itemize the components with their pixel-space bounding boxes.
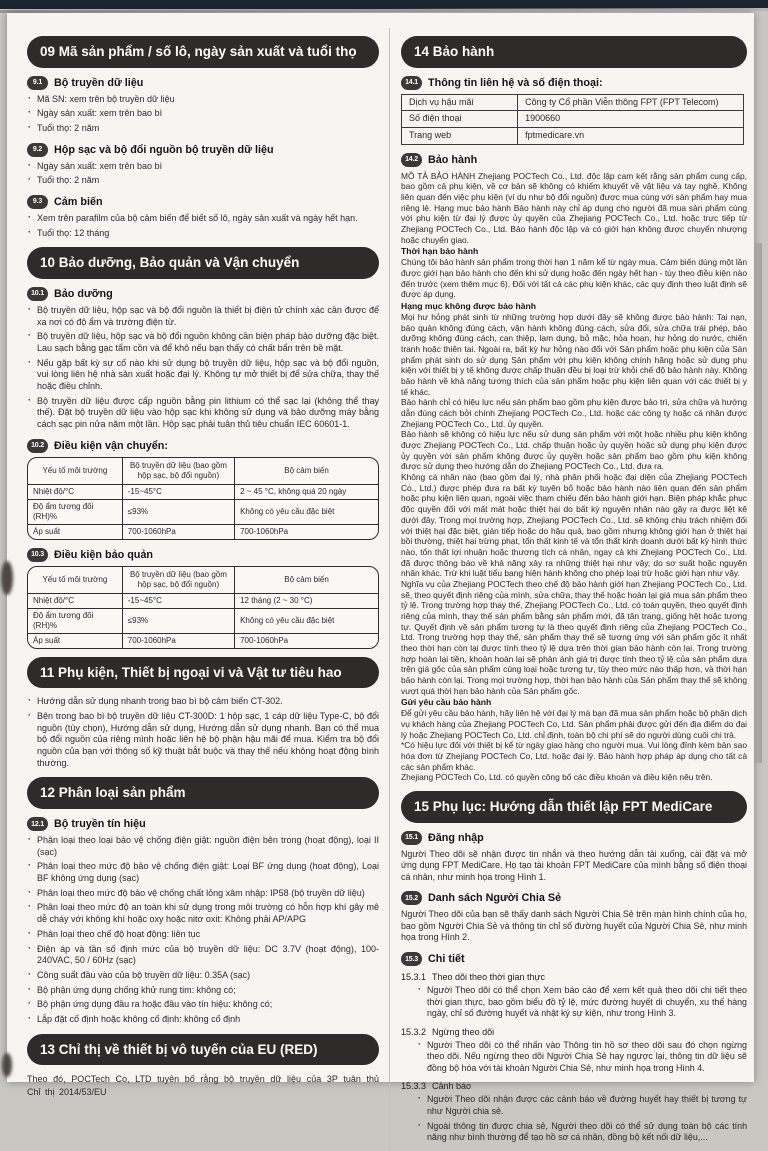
scan-fold-shadow <box>753 243 762 763</box>
table-cell-value: 1900660 <box>518 111 743 128</box>
subsection-10-1-header <box>27 287 379 301</box>
bullet-item: · Bên trong bao bì bộ truyền dữ liệu CT-300D: 1 hộp sạc, 1 cáp dữ liệu Type-C, bộ đổi nguồn (tùy chọn), Hướng dẫn sử dụng, Hướng dẫn sử dụng nhanh. Bạn có thể mua bộ đổi nguồn của riêng mình hoặc liên hệ bộ phận hậu mãi để mua. Kiểm tra bộ đổi nguồn của bạn với thông số kỹ thuật bắt buộc và thay thế nếu không hoạt động bình thường. <box>27 711 379 769</box>
subsection-10-2-header <box>27 439 379 453</box>
table-cell: Áp suất <box>28 524 123 539</box>
section-10-header <box>27 247 379 279</box>
bullet-list <box>27 835 379 1026</box>
table-cell: -15~45°C <box>122 593 234 608</box>
warranty-claim-paragraph: Để gửi yêu cầu bảo hành, hãy liên hệ với đại lý mà bạn đã mua sản phẩm hoặc bộ phận dịch vụ khách hàng của Zhejiang POCTech Co, Ltd. Sản phẩm phải được gửi đến địa điểm do đại lý hoặc Zhejiang POCTech Co, Ltd. chỉ định, toàn bộ chi phí sẽ do người dùng cuối chi trả. <box>401 708 747 740</box>
subsection-15-2-badge-icon: 15.2 <box>401 891 422 905</box>
table-cell: 12 tháng (2 ~ 30 °C) <box>235 593 379 608</box>
subsection-14-2-title: Bảo hành <box>428 154 477 166</box>
subsection-9-1-title: Bộ truyền dữ liệu <box>54 77 143 89</box>
bullet-item: · Nếu gặp bất kỳ sự cố nào khi sử dụng bộ truyền dữ liệu, hộp sạc và bộ đổi nguồn, vui lòng liên hệ nhà sản xuất hoặc đại lý. Không tự mở thiết bị để sửa chữa, thay thế hoặc điều chỉnh. <box>27 358 379 393</box>
bullet-item: · Tuổi thọ: 2 năm <box>27 175 379 187</box>
table-header-row <box>28 566 379 593</box>
subsection-12-1-header <box>27 817 379 831</box>
warranty-period-paragraph: Chúng tôi bảo hành sản phẩm trong thời hạn 1 năm kể từ ngày mua. Cảm biến dùng một lần được giới hạn bảo hành cho đến khi sử dụng hoặc đến ngày hết hạn - tùy theo điều kiện nào đến trước (xem thêm mục 6). Đối với tất cả các phụ kiện khác, các quy định theo luật định sẽ được áp dụng. <box>401 257 747 300</box>
subsection-15-1-title: Đăng nhập <box>428 832 484 844</box>
bullet-item: · Công suất đầu vào của bộ truyền dữ liệu: 0.35A (sạc) <box>27 970 379 982</box>
bullet-item: · Bộ phận ứng dụng chống khử rung tim: không có; <box>27 985 379 997</box>
storage-conditions-table <box>27 566 379 649</box>
bullet-list <box>27 161 379 187</box>
table-header-cell: Bộ truyền dữ liệu (bao gồm hộp sạc, bộ đổi nguồn) <box>122 457 234 484</box>
subsection-9-2-title: Hộp sạc và bộ đổi nguồn bộ truyền dữ liệu <box>54 144 274 156</box>
left-column <box>27 28 379 1151</box>
bullet-item: · Bộ phận ứng dụng đầu ra hoặc đầu vào tín hiệu: không có; <box>27 999 379 1011</box>
table-cell-value: Công ty Cổ phần Viễn thông FPT (FPT Telecom) <box>518 94 743 111</box>
transport-conditions-table <box>27 457 379 540</box>
subsection-15-1-badge-icon: 15.1 <box>401 831 422 845</box>
bullet-item: · Ngày sản xuất: xem trên bao bì <box>27 161 379 173</box>
table-row <box>28 499 379 524</box>
subsection-15-3-3-header <box>401 1081 747 1091</box>
subsection-10-2-title: Điều kiện vận chuyển: <box>54 440 168 452</box>
section-10-title: 10 Bảo dưỡng, Bảo quản và Vận chuyển <box>40 254 299 272</box>
table-header-row <box>28 457 379 484</box>
right-column <box>389 28 747 1151</box>
warranty-individual-paragraph: Không cá nhân nào (bao gồm đại lý, nhà phân phối hoặc đại diện của Zhejiang POCTech Co., Ltd.) được phép đưa ra bất kỳ tuyên bố hoặc bảo hành nào liên quan đến sản phẩm hoặc phụ kiện liên quan, ngoài việc tham chiếu đến bảo hành giới hạn. Biện pháp khắc phục độc quyền đối với mất mát hoặc thiệt hại do bất kỳ nguyên nhân nào gây ra được liệt kê dưới đây. Trong mọi trường hợp, Zhejiang POCTech Co., Ltd. sẽ không chịu trách nhiệm đối với thiệt hại đặc biệt, gián tiếp hoặc do hậu quả, bao gồm nhưng không giới hạn ở thiệt hại bồi thường, thiệt hại trừng phạt, tổn thất kinh tế và tổn thất kinh doanh dưới bất kỳ hình thức nào, tổn thất lợi nhuận hoặc thương tích cá nhân, ngay cả khi Zhejiang POCTech Co., Ltd. đã được thông báo về khả năng xảy ra những thiệt hại như vậy, do sơ suất hoặc nguyên nhân khác. Trừ khi luật tiểu bang hiện hành không cho phép loại trừ hoặc giới hạn như vậy. <box>401 472 747 579</box>
bullet-item: · Người Theo dõi có thể nhấn vào Thông tin hồ sơ theo dõi sau đó chọn ngừng theo dõi. Nếu ngừng theo dõi Người Chia Sẻ hay ngược lại, thông tin dữ liệu sẽ đồng bộ hóa với tài khoản Người Chia Sẻ, như minh họa trong Hình 4. <box>417 1040 747 1075</box>
subsection-14-2-badge-icon: 14.2 <box>401 153 422 167</box>
table-cell-label: Số điện thoại <box>402 111 518 128</box>
bullet-item: · Tuổi thọ: 2 năm <box>27 123 379 135</box>
table-cell-value: fptmedicare.vn <box>518 127 743 144</box>
subsection-number: 15.3.3 <box>401 1081 426 1091</box>
table-header-cell: Bộ cảm biến <box>235 457 379 484</box>
subsection-14-2-header <box>401 153 747 167</box>
subsection-number: 15.3.2 <box>401 1027 426 1037</box>
table-cell: Độ ẩm tương đối (RH)% <box>28 499 123 524</box>
bullet-item: · Bộ truyền dữ liệu được cấp nguồn bằng pin lithium có thể sạc lại (không thể thay thế). Đặt bộ truyền dữ liệu vào hộp sạc khi không sử dụng và bảo dưỡng máy bằng cách sạc pin nửa năm một lần. Hộp sạc phải tuân thủ tiêu chuẩn IEC 60601-1. <box>27 396 379 431</box>
table-cell-label: Trang web <box>402 127 518 144</box>
scan-artifact <box>2 1053 12 1077</box>
section-11-header <box>27 657 379 689</box>
table-row <box>28 484 379 499</box>
subsection-10-1-title: Bảo dưỡng <box>54 288 113 300</box>
subsection-10-3-title: Điều kiện bảo quản <box>54 549 153 561</box>
subsection-12-1-badge-icon: 12.1 <box>27 817 48 831</box>
subsection-15-1-header <box>401 831 747 845</box>
section-14-title: 14 Bảo hành <box>414 43 494 61</box>
subsection-9-3-title: Cảm biến <box>54 196 103 208</box>
warranty-excluded-heading: Hạng mục không được bảo hành <box>401 300 747 312</box>
warranty-valid-paragraph: Bảo hành chỉ có hiệu lực nếu sản phẩm bao gồm phụ kiện được bảo trì, sửa chữa và hướng dẫn đúng cách bởi chính Zhejiang POCTech Co., Ltd. hoặc các công ty hoặc cá nhân được Zhejiang POCTech Co., Ltd. ủy quyền. <box>401 397 747 429</box>
section-13-header <box>27 1034 379 1066</box>
table-cell: 700-1060hPa <box>235 524 379 539</box>
subsection-10-3-badge-icon: 10.3 <box>27 548 48 562</box>
bullet-item: · Phân loại theo chế độ hoạt động: liên tục <box>27 929 379 941</box>
section-12-header <box>27 777 379 809</box>
bullet-item: · Phân loại theo loại bảo vệ chống điện giật: nguồn điện bên trong (hoạt động), loại II (sạc) <box>27 835 379 858</box>
bullet-item: · Ngày sản xuất: xem trên bao bì <box>27 108 379 120</box>
subsection-9-2-header <box>27 143 379 157</box>
table-cell: ≤93% <box>122 608 234 633</box>
table-row <box>402 111 744 128</box>
table-header-cell: Yếu tố môi trường <box>28 457 123 484</box>
bullet-list <box>27 94 379 135</box>
bullet-item: · Phân loại theo mức độ an toàn khi sử dụng trong môi trường có hỗn hợp khí gây mê dễ cháy với không khí hoặc oxy hoặc nitơ oxit: Không phải AP/APG <box>27 902 379 925</box>
bullet-list <box>401 985 747 1020</box>
subsection-title: Ngừng theo dõi <box>432 1027 494 1037</box>
table-cell: 700-1060hPa <box>235 633 379 648</box>
subsection-14-1-header <box>401 76 747 90</box>
red-directive-paragraph: Theo đó, POCTech Co, LTD tuyên bố rằng bộ truyền dữ liệu của 3P tuân thủ Chỉ thị 2014/53/EU <box>27 1073 379 1099</box>
bullet-list <box>401 1040 747 1075</box>
bullet-item: · Phân loại theo mức độ bảo vệ chống điện giật: Loại BF ứng dụng (hoạt động), Loại BF không ứng dụng (sạc) <box>27 861 379 884</box>
table-cell-label: Dịch vụ hậu mãi <box>402 94 518 111</box>
bullet-item: · Tuổi thọ: 12 tháng <box>27 228 379 240</box>
bullet-list <box>27 696 379 769</box>
sharer-list-paragraph: Người Theo dõi của bạn sẽ thấy danh sách Người Chia Sẻ trên màn hình chính của họ, bao gồm Người Chia Sẻ và thông tin chỉ số đường huyết của Người Chia Sẻ, như minh họa trong Hình 2. <box>401 909 747 944</box>
table-cell: Không có yêu cầu đặc biệt <box>235 499 379 524</box>
subsection-15-3-2-header <box>401 1027 747 1037</box>
bullet-item: · Điện áp và tần số định mức của bộ truyền dữ liệu: DC 3.7V (hoạt động), 100-240VAC, 50 / 60Hz (sạc) <box>27 944 379 967</box>
section-11-title: 11 Phụ kiện, Thiết bị ngoại vi và Vật tư tiêu hao <box>40 664 342 682</box>
table-row <box>28 593 379 608</box>
warranty-invalid-paragraph: Bảo hành sẽ không có hiệu lực nếu sử dụng sản phẩm với một hoặc nhiều phụ kiện không được Zhejiang POCTech Co., Ltd. chấp thuận hoặc ủy quyền hoặc sử dụng phụ kiện được ủy quyền với sản phẩm không được ủy quyền hoặc sản phẩm bao gồm phụ kiện không được sử dụng theo hướng dẫn do Zhejiang POCTech Co., Ltd. đưa ra. <box>401 429 747 472</box>
table-row <box>28 633 379 648</box>
table-header-cell: Bộ cảm biến <box>235 566 379 593</box>
manual-page <box>7 13 754 1082</box>
warranty-rights-paragraph: Zhejiang POCTech Co, Ltd. có quyền công bố các điều khoản và điều kiện nêu trên. <box>401 772 747 783</box>
bullet-item: · Người Theo dõi nhận được các cảnh báo về đường huyết hay thiết bị tương tự như Người chia sẻ. <box>417 1094 747 1117</box>
subsection-10-1-badge-icon: 10.1 <box>27 287 48 301</box>
bullet-item: · Lắp đặt cố định hoặc không cố định: không cố định <box>27 1014 379 1026</box>
section-14-header <box>401 36 747 68</box>
bullet-item: · Người Theo dõi có thể chọn Xem báo cáo để xem kết quả theo dõi chi tiết theo thời gian thực, bao gồm biểu đồ tỷ lệ, mức đường huyết di chuyển, xu thế hàng ngày, chỉ số đường huyết và nhật ký sự kiện, như trong Hình 3. <box>417 985 747 1020</box>
bullet-item: · Xem trên parafilm của bộ cảm biến để biết số lô, ngày sản xuất và ngày hết hạn. <box>27 213 379 225</box>
login-paragraph: Người Theo dõi sẽ nhận được tin nhắn và theo hướng dẫn tải xuống, cài đặt và mở ứng dụng FPT MediCare. Họ tạo tài khoản FPT MediCare của mình bằng số điện thoại cá nhân, như minh họa trong Hình 1. <box>401 849 747 884</box>
section-09-title: 09 Mã sản phẩm / số lô, ngày sản xuất và tuổi thọ <box>40 44 357 59</box>
warranty-claim-heading: Gửi yêu cầu bảo hành <box>401 696 747 708</box>
subsection-15-3-badge-icon: 15.3 <box>401 952 422 966</box>
table-header-cell: Yếu tố môi trường <box>28 566 123 593</box>
subsection-9-1-header <box>27 76 379 90</box>
bullet-list <box>27 213 379 239</box>
subsection-12-1-title: Bộ truyền tín hiệu <box>54 818 146 830</box>
warranty-effective-paragraph: *Có hiệu lực đối với thiết bị kể từ ngày giao hàng cho người mua. Vui lòng đính kèm bản sao hóa đơn từ Zhejiang POCTech Co, Ltd. hoặc đại lý. Bảo hành hợp pháp áp dụng cho tất cả các sản phẩm khác. <box>401 740 747 772</box>
subsection-9-1-badge-icon: 9.1 <box>27 76 48 90</box>
subsection-9-2-badge-icon: 9.2 <box>27 143 48 157</box>
subsection-15-3-1-header <box>401 972 747 982</box>
warranty-period-heading: Thời hạn bảo hành <box>401 245 747 257</box>
table-cell: 2 ~ 45 °C, không quá 20 ngày <box>235 484 379 499</box>
subsection-title: Cảnh báo <box>432 1081 471 1091</box>
table-cell: -15~45°C <box>122 484 234 499</box>
subsection-15-3-header <box>401 952 747 966</box>
table-cell: 700-1060hPa <box>122 524 234 539</box>
table-cell: Nhiệt độ/°C <box>28 593 123 608</box>
table-cell: Nhiệt độ/°C <box>28 484 123 499</box>
table-cell: Áp suất <box>28 633 123 648</box>
bullet-item: · Mã SN: xem trên bộ truyền dữ liệu <box>27 94 379 106</box>
section-13-title: 13 Chỉ thị về thiết bị vô tuyến của EU (RED) <box>40 1041 318 1059</box>
subsection-10-2-badge-icon: 10.2 <box>27 439 48 453</box>
subsection-9-3-header <box>27 195 379 209</box>
subsection-9-3-badge-icon: 9.3 <box>27 195 48 209</box>
subsection-10-3-header <box>27 548 379 562</box>
section-15-header <box>401 791 747 823</box>
warranty-description: MÔ TẢ BẢO HÀNH Zhejiang POCTech Co., Ltd. độc lập cam kết rằng sản phẩm cung cấp, bao gồm cả phụ kiện, về cơ bản sẽ không có khiếm khuyết về vật liệu và tay nghề. Không liên quan đến việc phụ kiện (ví dụ như bộ đổi nguồn) được mua cùng với sản phẩm hay mua riêng lẻ. Hạng mục bảo hành Bảo hành này chỉ áp dụng cho người đã mua sản phẩm cùng với phụ kiện từ đại lý được ủy quyền của Zhejiang POCTech Co., Ltd. hoặc trực tiếp từ Zhejiang POCTech Co., Ltd. Bảo hành độc lập và có giới hạn không được chuyển nhượng hoặc chuyển giao. <box>401 171 747 246</box>
table-row <box>28 608 379 633</box>
subsection-15-3-title: Chi tiết <box>428 953 465 965</box>
subsection-15-2-header <box>401 891 747 905</box>
warranty-contact-table <box>401 94 744 145</box>
section-09-header <box>27 36 379 68</box>
bullet-item: · Phân loại theo mức độ bảo vệ chống chất lỏng xâm nhập: IP58 (bộ truyền dữ liệu) <box>27 888 379 900</box>
bullet-item: · Bộ truyền dữ liệu, hộp sạc và bộ đổi nguồn là thiết bị điện tử chính xác cần được để xa nơi có độ ẩm và trường điện từ. <box>27 305 379 328</box>
table-header-cell: Bộ truyền dữ liệu (bao gồm hộp sạc, bộ đổi nguồn) <box>122 566 234 593</box>
table-cell: Không có yêu cầu đặc biệt <box>235 608 379 633</box>
bullet-item: · Hướng dẫn sử dụng nhanh trong bao bì bộ cảm biến CT-302. <box>27 696 379 708</box>
subsection-14-1-title: Thông tin liên hệ và số điện thoại: <box>428 77 603 89</box>
bullet-item: · Ngoài thông tin được chia sẻ, Người theo dõi có thể sử dụng toàn bộ các tính năng như bình thường để tạo hồ sơ cá nhân, đồng bộ kết nối dữ liệu,... <box>417 1121 747 1144</box>
subsection-number: 15.3.1 <box>401 972 426 982</box>
section-15-title: 15 Phụ lục: Hướng dẫn thiết lập FPT MediCare <box>414 798 712 816</box>
table-cell: ≤93% <box>122 499 234 524</box>
table-cell: 700-1060hPa <box>122 633 234 648</box>
table-row <box>402 94 744 111</box>
warranty-excluded-paragraph: Mọi hư hỏng phát sinh từ những trường hợp dưới đây sẽ không được bảo hành: Tai nạn, bảo quản không đúng cách, vận hành không đúng cách, sửa đổi, sửa chữa trái phép, bảo dưỡng không đúng cách, can thiệp, lạm dụng, bỏ mặc, hỏa hoạn, hư hỏng do nước, chiến tranh hoặc thiên tai. Ngoài ra, bất kỳ hư hỏng nào đối với Sản phẩm hoặc phụ kiện của Sản phẩm phát sinh do sử dụng Sản phẩm với phụ kiện không chính hãng hoặc sử dụng phụ kiện với thiết bị y tế không được chấp thuận đều bị loại trừ khỏi chế độ bảo hành này. Không bảo hành về khả năng tương thích của sản phẩm hoặc phụ kiện liên quan với các thiết bị y tế khác. <box>401 312 747 397</box>
bullet-list <box>27 305 379 431</box>
subsection-14-1-badge-icon: 14.1 <box>401 76 422 90</box>
table-row <box>28 524 379 539</box>
table-row <box>402 127 744 144</box>
subsection-title: Theo dõi theo thời gian thực <box>432 972 545 982</box>
subsection-15-2-title: Danh sách Người Chia Sẻ <box>428 892 561 904</box>
table-cell: Độ ẩm tương đối (RH)% <box>28 608 123 633</box>
bullet-item: · Bộ truyền dữ liệu, hộp sạc và bộ đổi nguồn không cần biện pháp bảo dưỡng đặc biệt. Lau sạch bằng gạc tẩm cồn và để khô nếu bạn thấy có chất bẩn trên bề mặt. <box>27 331 379 354</box>
bullet-list <box>401 1094 747 1143</box>
scan-artifact <box>1 561 13 595</box>
section-12-title: 12 Phân loại sản phẩm <box>40 784 186 802</box>
warranty-obligation-paragraph: Nghĩa vụ của Zhejiang POCTech theo chế độ bảo hành giới hạn Zhejiang POCTech Co., Ltd. sẽ, theo quyết định riêng của mình, sửa chữa, thay thế hoặc hoàn lại giá mua sản phẩm theo tỷ lệ. Trong trường hợp thay thế, Zhejiang POCTech Co., Ltd. có toàn quyền, theo quyết định riêng của mình, thay thế sản phẩm bằng sản phẩm mới, đã tân trang, giống hệt hoặc tương tự. Quyết định về sản phẩm tương tự là theo quyết định riêng của Zhejiang POCTech Co., Ltd. Trong trường hợp thay thế, sản phẩm thay thế sẽ tương ứng với sản phẩm gốc ít nhất theo thời hạn còn lại được tính theo tỷ lệ dựa trên thời gian bảo hành còn lại. Trong trường hợp hoàn lại tiền, khoản hoàn lại sẽ phản ánh giá trị được tính theo tỷ lệ của sản phẩm dựa trên giá gốc của sản phẩm cùng loại hoặc tương tự, tùy theo mức nào thấp hơn, và thời hạn bảo hành còn lại. Trong mọi trường hợp, thời hạn bảo hành của Sản phẩm thay thế sẽ không vượt quá thời hạn bảo hành của Sản phẩm gốc. <box>401 579 747 696</box>
